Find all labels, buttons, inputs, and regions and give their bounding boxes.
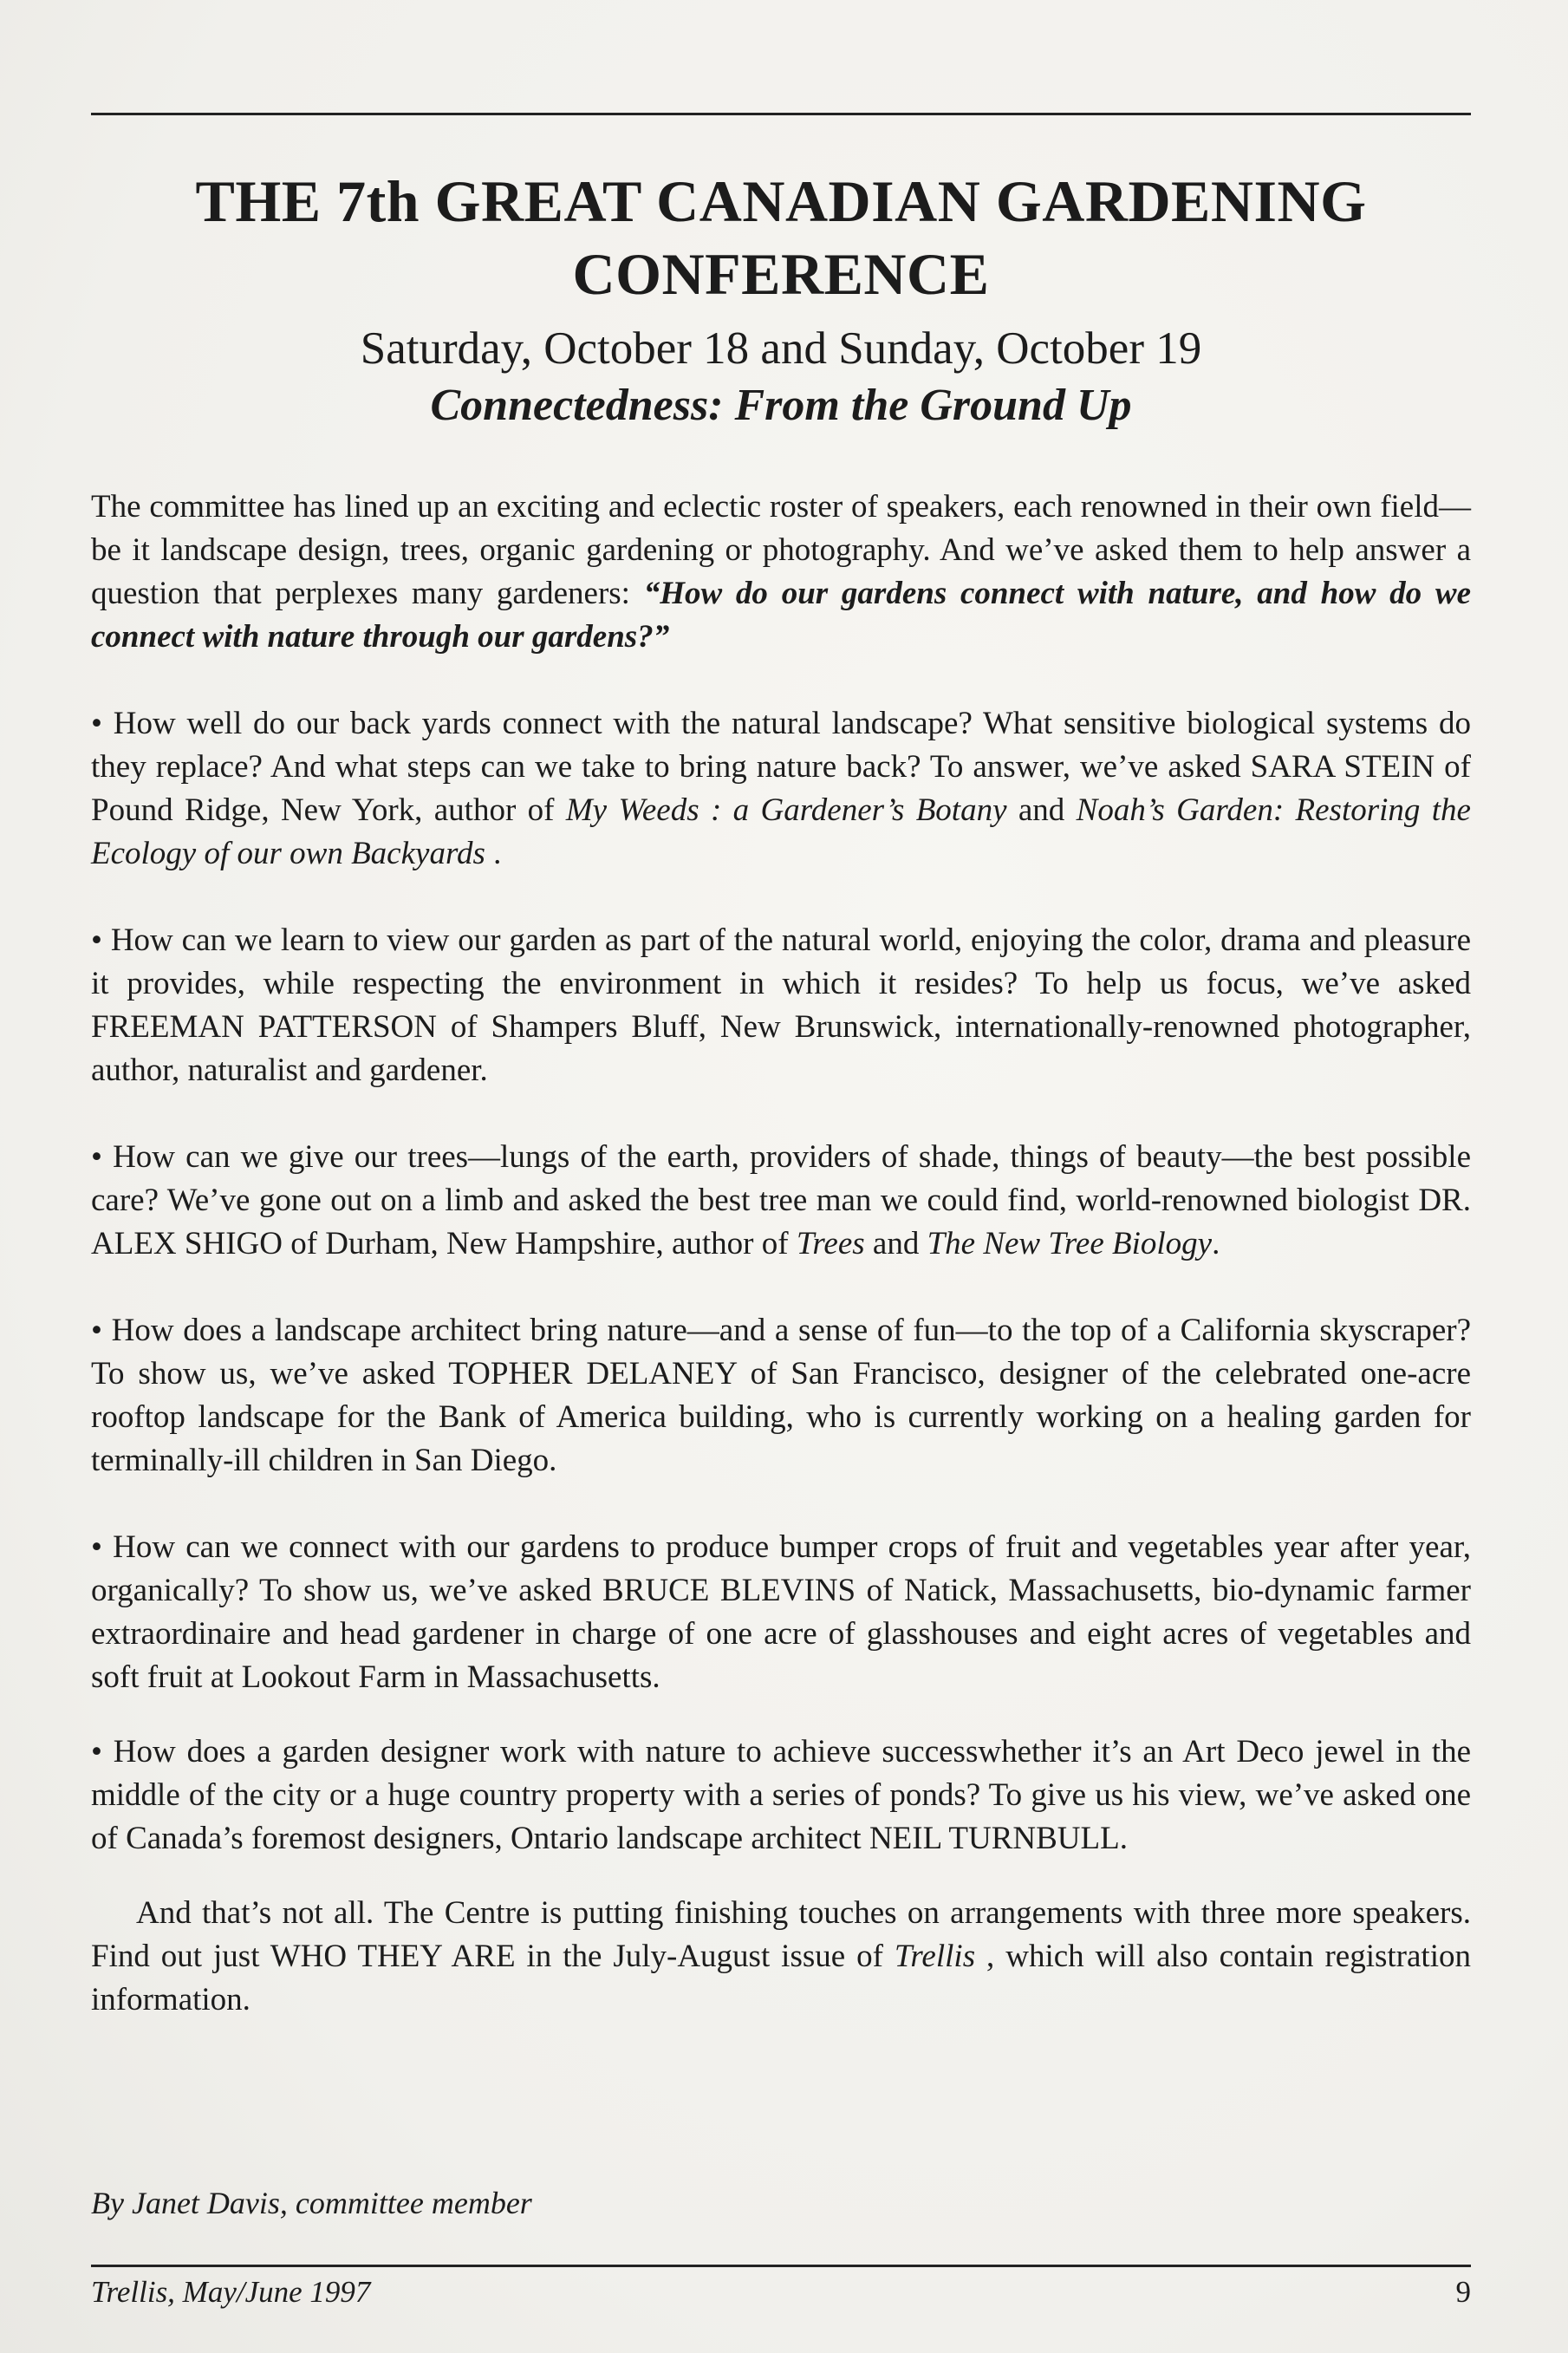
speaker-text: • How can we learn to view our garden as part of the natural world, enjoying the color, drama and pleasure it provides, while respecting the environment in which it resides? To help us focus, we’ve asked FREEMAN PATTERSON of Shampers Bluff, New Brunswick, internationally-renowned photographer, author, naturalist and gardener.	[91, 922, 1471, 1088]
speaker-paragraph-turnbull	[91, 1731, 1471, 1861]
footer-publication: Trellis, May/June 1997	[91, 2275, 371, 2309]
end-text: .	[485, 836, 502, 871]
speaker-paragraph-blevins	[91, 1526, 1471, 1699]
book-title: Trees	[796, 1226, 865, 1261]
closing-end: , which will also contain registration information.	[91, 1939, 1471, 2017]
page-number: 9	[1455, 2275, 1471, 2309]
speaker-text: • How can we connect with our gardens to produce bumper crops of fruit and vegetables year after year, organically? To show us, we’ve asked BRUCE BLEVINS of Natick, Massachusetts, bio-dynamic farmer extraordinaire and head gardener in charge of one acre of glasshouses and eight acres of vegetables and soft fruit at Lookout Farm in Massachusetts.	[91, 1529, 1471, 1695]
speaker-text: • How can we give our trees—lungs of the earth, providers of shade, things of beauty—the best possible care? We’ve gone out on a limb and asked the best tree man we could find, world-renowned biologist DR. ALEX SHIGO of Durham, New Hampshire, author of	[91, 1139, 1471, 1261]
event-dates: Saturday, October 18 and Sunday, October 19	[360, 323, 1202, 374]
speaker-text: • How does a garden designer work with nature to achieve successwhether it’s an Art Deco jewel in the middle of the city or a huge country property with a series of ponds? To give us his view, we’ve asked one of Canada’s foremost designers, Ontario landscape architect NEIL TURNBULL.	[91, 1734, 1471, 1856]
top-rule	[91, 113, 1471, 115]
intro-paragraph	[91, 486, 1471, 659]
speaker-paragraph-delaney	[91, 1309, 1471, 1483]
page-title: THE 7th GREAT CANADIAN GARDENING CONFERENCE	[195, 168, 1367, 307]
closing-text: And that’s not all. The Centre is putting finishing touches on arrangements with three more speakers. Find out just WHO THEY ARE in the July-August issue of	[91, 1895, 1471, 1974]
speaker-paragraph-shigo	[91, 1136, 1471, 1266]
joiner-text: and	[1006, 792, 1077, 828]
book-title: My Weeds : a Gardener’s Botany	[565, 792, 1007, 828]
publication-name: Trellis	[894, 1939, 976, 1974]
conference-theme: Connectedness: From the Ground Up	[430, 381, 1132, 430]
closing-paragraph	[91, 1892, 1471, 2022]
byline: By Janet Davis, committee member	[91, 2186, 532, 2220]
joiner-text: and	[864, 1226, 927, 1261]
speaker-paragraph-patterson	[91, 919, 1471, 1092]
end-text: .	[1212, 1226, 1220, 1261]
book-title: The New Tree Biology	[927, 1226, 1213, 1261]
book-title: Noah’s Garden: Restoring the Ecology of our own Backyards	[91, 792, 1471, 871]
intro-text: The committee has lined up an exciting and eclectic roster of speakers, each renowned in their own field—be it landscape design, trees, organic gardening or photography. And we’ve asked them to help answer a question that perplexes many gardeners:	[91, 489, 1471, 611]
bottom-rule	[91, 2265, 1471, 2267]
article-body	[91, 486, 1471, 2065]
speaker-paragraph-stein	[91, 702, 1471, 876]
intro-question: “How do our gardens connect with nature, and how do we connect with nature through our gardens?”	[91, 576, 1471, 655]
speaker-text: • How well do our back yards connect with the natural landscape? What sensitive biological systems do they replace? And what steps can we take to bring nature back? To answer, we’ve asked SARA STEIN of Pound Ridge, New York, author of	[91, 706, 1471, 828]
speaker-text: • How does a landscape architect bring nature—and a sense of fun—to the top of a California skyscraper? To show us, we’ve asked TOPHER DELANEY of San Francisco, designer of the celebrated one-acre rooftop landscape for the Bank of America building, who is currently working on a healing garden for terminally-ill children in San Diego.	[91, 1313, 1471, 1478]
